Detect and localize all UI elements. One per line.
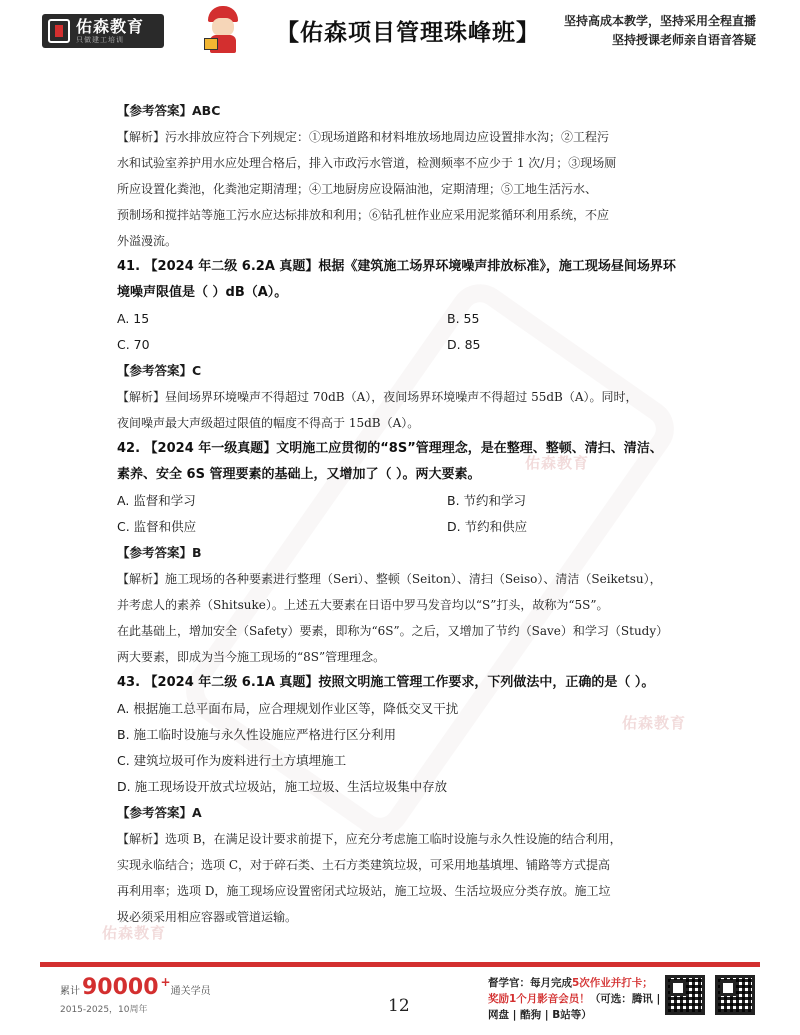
page-number: 12 bbox=[388, 996, 410, 1016]
stat-number: 90000 bbox=[82, 975, 159, 1000]
option-c: C. 建筑垃圾可作为废料进行土方填埋施工 bbox=[117, 753, 347, 768]
slogan-line-1: 坚持高成本教学，坚持采用全程直播 bbox=[563, 14, 756, 28]
explanation-line: 水和试验室养护用水应处理合格后，排入市政污水管道，检测频率不应少于 1 次/月；③现场厕 bbox=[117, 156, 617, 170]
explanation-line: 在此基础上，增加安全（Safety）要素，即称为“6S”。之后，又增加了节约（Save）和学习（Study） bbox=[117, 624, 669, 638]
question-41-stem: 境噪声限值是（ ）dB（A）。 bbox=[117, 285, 288, 300]
option-d: D. 施工现场设开放式垃圾站，施工垃圾、生活垃圾集中存放 bbox=[117, 779, 448, 794]
header-title: 【佑森项目管理珠峰班】 bbox=[276, 20, 540, 46]
explanation-line: 【解析】选项 B，在满足设计要求前提下，应充分考虑施工临时设施与永久性设施的结合利用， bbox=[117, 832, 622, 846]
explanation-line: 两大要素，即成为当今施工现场的“8S”管理理念。 bbox=[117, 650, 386, 664]
explanation-line: 【解析】施工现场的各种要素进行整理（Seri）、整顿（Seiton）、清扫（Seiso）、清洁（Seiketsu）， bbox=[117, 572, 662, 586]
mascot-icon bbox=[200, 6, 246, 54]
question-42-stem: 素养、安全 6S 管理要素的基础上，又增加了（ ）。两大要素。 bbox=[117, 467, 481, 482]
promo-text: 网盘 | 酷狗 | B站等） bbox=[488, 1009, 592, 1021]
promo-text: 督学官：每月完成 bbox=[488, 977, 572, 989]
explanation-line: 圾必须采用相应容器或管道运输。 bbox=[117, 910, 298, 924]
stat-years: 2015-2025，10周年 bbox=[60, 1005, 148, 1015]
explanation-line: 夜间噪声最大声级超过限值的幅度不得高于 15dB（A）。 bbox=[117, 416, 420, 430]
promo-highlight: 奖励1个月影音会员！ bbox=[488, 993, 590, 1005]
stat-suffix: 通关学员 bbox=[170, 986, 211, 997]
option-a: A. 监督和学习 bbox=[117, 493, 196, 508]
footer-stats bbox=[60, 975, 211, 1015]
promo-highlight: 5次作业并打卡； bbox=[572, 977, 653, 989]
answer-label: 【参考答案】B bbox=[117, 545, 202, 560]
question-42-stem: 42. 【2024 年一级真题】文明施工应贯彻的“8S”管理理念，是在整理、整顿、清扫、清洁、 bbox=[117, 441, 663, 456]
explanation-line: 并考虑人的素养（Shitsuke）。上述五大要素在日语中罗马发音均以“S”打头，故称为“5S”。 bbox=[117, 598, 609, 612]
option-c: C. 监督和供应 bbox=[117, 519, 197, 534]
explanation-line: 所应设置化粪池，化粪池定期清理；④工地厨房应设隔油池，定期清理；⑤工地生活污水、 bbox=[117, 182, 598, 196]
explanation-line: 再利用率；选项 D，施工现场应设置密闭式垃圾站，施工垃圾、生活垃圾应分类存放。施工垃 bbox=[117, 884, 611, 898]
question-41-stem: 41. 【2024 年二级 6.2A 真题】根据《建筑施工场界环境噪声排放标准》，施工现场昼间场界环 bbox=[117, 259, 676, 274]
question-43-stem: 43. 【2024 年二级 6.1A 真题】按照文明施工管理工作要求，下列做法中，正确的是（ ）。 bbox=[117, 675, 655, 690]
header-slogan bbox=[564, 12, 756, 50]
option-a: A. 15 bbox=[117, 311, 150, 326]
promo-text: （可选：腾讯 | bbox=[589, 993, 661, 1005]
qr-code-icon bbox=[665, 975, 705, 1015]
option-d: D. 节约和供应 bbox=[447, 519, 528, 534]
footer-promo bbox=[488, 975, 663, 1023]
option-d: D. 85 bbox=[447, 337, 481, 352]
answer-label: 【参考答案】C bbox=[117, 363, 202, 378]
logo-mark-icon bbox=[48, 19, 70, 43]
watermark-text: 佑森教育 bbox=[525, 454, 590, 472]
stat-prefix: 累计 bbox=[60, 986, 80, 997]
option-a: A. 根据施工总平面布局，应合理规划作业区等，降低交叉干扰 bbox=[117, 701, 459, 716]
slogan-line-2: 坚持授课老师亲自语音答疑 bbox=[611, 33, 756, 47]
brand-logo bbox=[42, 14, 164, 48]
qr-code-icon bbox=[715, 975, 755, 1015]
explanation-line: 【解析】污水排放应符合下列规定：①现场道路和材料堆放场地周边应设置排水沟；②工程污 bbox=[117, 130, 610, 144]
watermark-text: 佑森教育 bbox=[622, 714, 687, 732]
logo-subtitle: 只做建工培训 bbox=[76, 35, 124, 44]
watermark-text: 佑森教育 bbox=[102, 924, 167, 942]
explanation-line: 预制场和搅拌站等施工污水应达标排放和利用；⑥钻孔桩作业应采用泥浆循环利用系统，不应 bbox=[117, 208, 610, 222]
page-header bbox=[0, 0, 800, 60]
document-body bbox=[117, 98, 677, 930]
option-b: B. 55 bbox=[447, 311, 480, 326]
explanation-line: 外溢漫流。 bbox=[117, 234, 178, 248]
explanation-line: 实现永临结合；选项 C，对于碎石类、土石方类建筑垃圾，可采用地基填埋、铺路等方式提高 bbox=[117, 858, 610, 872]
option-b: B. 施工临时设施与永久性设施应严格进行区分利用 bbox=[117, 727, 397, 742]
explanation-line: 【解析】昼间场界环境噪声不得超过 70dB（A），夜间场界环境噪声不得超过 55dB（A）。同时， bbox=[117, 390, 638, 404]
answer-label: 【参考答案】ABC bbox=[117, 103, 221, 118]
stat-plus: + bbox=[160, 975, 171, 989]
footer-divider bbox=[40, 962, 760, 967]
logo-name: 佑森教育 bbox=[76, 16, 145, 36]
option-b: B. 节约和学习 bbox=[447, 493, 527, 508]
option-c: C. 70 bbox=[117, 337, 150, 352]
answer-label: 【参考答案】A bbox=[117, 805, 202, 820]
